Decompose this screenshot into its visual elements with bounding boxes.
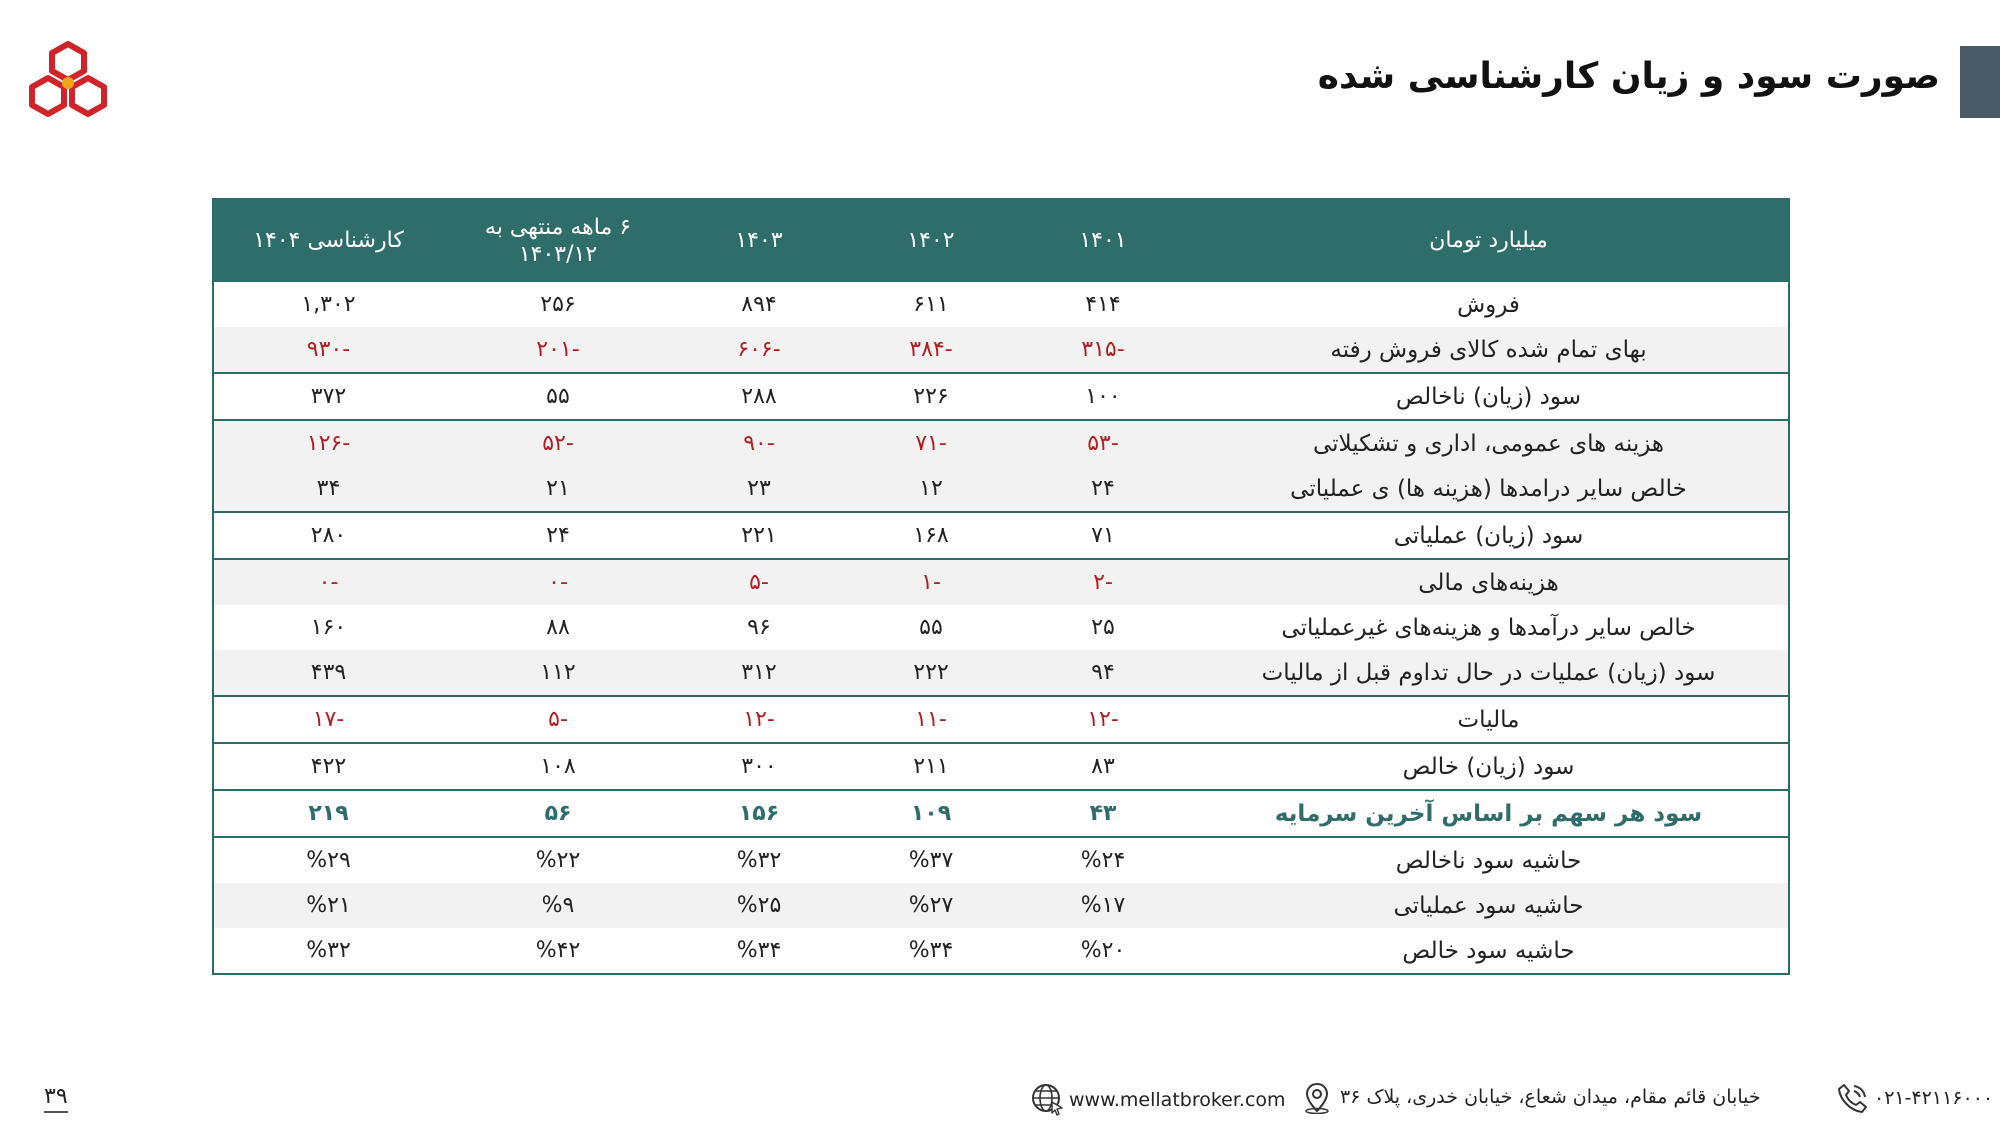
row-value: ۵۵ [443, 373, 673, 420]
row-value: ۲۱۹ [213, 790, 443, 837]
row-value: -۹۰ [673, 420, 845, 466]
row-value: ۱۶۸ [845, 512, 1017, 559]
header-1403: ۱۴۰۳ [673, 199, 845, 282]
header-unit: میلیارد تومان [1189, 199, 1789, 282]
table-row [213, 790, 1789, 837]
page-title: صورت سود و زیان کارشناسی شده [1317, 56, 1940, 97]
row-value: %۲۰ [1080, 938, 1126, 963]
row-value: ۲۳ [673, 466, 845, 512]
row-value: ۴۳ [1017, 790, 1189, 837]
row-value: ۱۶۰ [310, 615, 347, 640]
table-row [213, 883, 1789, 928]
row-label: خالص سایر درآمدها و هزینه‌های غیرعملیاتی [1281, 614, 1696, 641]
row-value: -۳۸۴ [845, 327, 1017, 373]
row-value: ۱۰۰ [1017, 373, 1189, 420]
row-value: -۰ [213, 559, 443, 605]
footer-phone: ۰۲۱-۴۲۱۱۶۰۰۰ [1874, 1087, 1994, 1109]
income-statement-table [212, 198, 1788, 975]
row-label: سود هر سهم بر اساس آخرین سرمایه [1189, 790, 1789, 837]
row-value: -۱۷ [213, 696, 443, 743]
row-value: ۶۱۱ [913, 292, 949, 317]
row-label: مالیات [1189, 696, 1789, 743]
row-value: ۷۱ [1017, 512, 1189, 559]
row-value: -۶۰۶ [673, 327, 845, 373]
table-row [213, 282, 1789, 327]
row-value: ۹۶ [747, 615, 771, 640]
header-1401: ۱۴۰۱ [1017, 199, 1189, 282]
row-value: -۳۱۵ [1017, 327, 1189, 373]
row-label: حاشیه سود عملیاتی [1189, 883, 1789, 928]
row-value: %۳۲ [673, 837, 845, 883]
header-1402: ۱۴۰۲ [845, 199, 1017, 282]
row-value: -۹۳۰ [213, 327, 443, 373]
row-value: -۱۲۶ [213, 420, 443, 466]
row-value: ۳۱۲ [673, 650, 845, 696]
row-value: ۱۰۹ [845, 790, 1017, 837]
row-value: %۴۲ [535, 938, 581, 963]
table-row [213, 420, 1789, 466]
table-row [213, 605, 1789, 650]
row-value: %۲۲ [443, 837, 673, 883]
table-row [213, 373, 1789, 420]
row-value: %۳۴ [908, 938, 954, 963]
page-number: ۳۹ [44, 1084, 68, 1113]
row-value: ۹۴ [1017, 650, 1189, 696]
row-label: هزینه‌های مالی [1189, 559, 1789, 605]
row-value: ۲۵ [1091, 615, 1115, 640]
row-value: ۲۸۰ [213, 512, 443, 559]
row-value: ۸۸ [546, 615, 570, 640]
row-value: -۰ [443, 559, 673, 605]
row-value: %۳۴ [736, 938, 782, 963]
table-row [213, 327, 1789, 373]
row-value: ۴۳۹ [213, 650, 443, 696]
row-label: خالص سایر درامدها (هزینه ها) ی عملیاتی [1189, 466, 1789, 512]
table-row [213, 837, 1789, 883]
row-value: ۲۴ [443, 512, 673, 559]
row-value: %۲۴ [1017, 837, 1189, 883]
row-value: ۲۱۱ [845, 743, 1017, 790]
location-pin-icon [1302, 1082, 1332, 1114]
row-value: ۸۹۴ [741, 292, 777, 317]
row-value: ۲۴ [1017, 466, 1189, 512]
row-value: %۱۷ [1017, 883, 1189, 928]
row-value: ۱۲ [845, 466, 1017, 512]
row-value: ۳۰۰ [673, 743, 845, 790]
row-value: ۲۲۶ [845, 373, 1017, 420]
row-value: ۲۵۶ [540, 292, 576, 317]
phone-icon [1836, 1082, 1868, 1114]
table-row [213, 743, 1789, 790]
row-value: ۱۱۲ [443, 650, 673, 696]
row-value: -۱۲ [673, 696, 845, 743]
row-value: ۲۱ [443, 466, 673, 512]
row-value: %۲۷ [845, 883, 1017, 928]
title-accent-gap [1954, 46, 1960, 118]
table-row [213, 512, 1789, 559]
row-value: -۵ [443, 696, 673, 743]
mellat-broker-logo [28, 38, 108, 122]
row-value: -۱ [845, 559, 1017, 605]
row-value: -۱۲ [1017, 696, 1189, 743]
row-value: %۹ [443, 883, 673, 928]
row-value: ۱,۳۰۲ [301, 292, 356, 317]
row-value: ۱۰۸ [443, 743, 673, 790]
title-accent-bar [1960, 46, 2000, 118]
row-value: ۳۴ [213, 466, 443, 512]
row-label: حاشیه سود ناخالص [1189, 837, 1789, 883]
header-forecast-1404: کارشناسی ۱۴۰۴ [213, 199, 443, 282]
row-value: ۲۲۲ [845, 650, 1017, 696]
row-label: هزینه های عمومی، اداری و تشکیلاتی [1189, 420, 1789, 466]
row-value: ۲۸۸ [673, 373, 845, 420]
row-label: فروش [1457, 291, 1520, 318]
row-value: ۱۵۶ [673, 790, 845, 837]
row-value: -۲۰۱ [443, 327, 673, 373]
table-row [213, 650, 1789, 696]
row-value: -۵۲ [443, 420, 673, 466]
row-value: %۳۲ [306, 938, 351, 963]
row-label: سود (زیان) عملیات در حال تداوم قبل از مالیات [1189, 650, 1789, 696]
row-value: ۵۶ [443, 790, 673, 837]
row-value: %۲۱ [213, 883, 443, 928]
table-header-row [213, 199, 1789, 282]
row-value: -۷۱ [845, 420, 1017, 466]
row-value: %۲۵ [673, 883, 845, 928]
row-value: %۲۹ [213, 837, 443, 883]
footer-website[interactable]: www.mellatbroker.com [1069, 1089, 1286, 1111]
table-row [213, 928, 1789, 974]
header-6-month: ۶ ماهه منتهی به ۱۴۰۳/۱۲ [443, 199, 673, 282]
row-value: ۸۳ [1017, 743, 1189, 790]
row-label: سود (زیان) عملیاتی [1189, 512, 1789, 559]
row-value: ۵۵ [919, 615, 943, 640]
table-row [213, 466, 1789, 512]
row-value: -۱۱ [845, 696, 1017, 743]
row-label: سود (زیان) خالص [1189, 743, 1789, 790]
row-label: بهای تمام شده کالای فروش رفته [1189, 327, 1789, 373]
row-value: %۳۷ [845, 837, 1017, 883]
row-label: سود (زیان) ناخالص [1189, 373, 1789, 420]
row-value: ۴۱۴ [1085, 292, 1121, 317]
row-value: -۲ [1017, 559, 1189, 605]
table-row [213, 559, 1789, 605]
globe-icon [1030, 1082, 1064, 1116]
table-row [213, 696, 1789, 743]
row-value: ۴۲۲ [213, 743, 443, 790]
row-value: ۲۲۱ [673, 512, 845, 559]
row-value: -۵ [673, 559, 845, 605]
row-label: حاشیه سود خالص [1402, 937, 1575, 964]
footer-address: خیابان قائم مقام، میدان شعاع، خیابان خدری، پلاک ۳۶ [1340, 1086, 1761, 1108]
row-value: -۵۳ [1017, 420, 1189, 466]
row-value: ۳۷۲ [213, 373, 443, 420]
